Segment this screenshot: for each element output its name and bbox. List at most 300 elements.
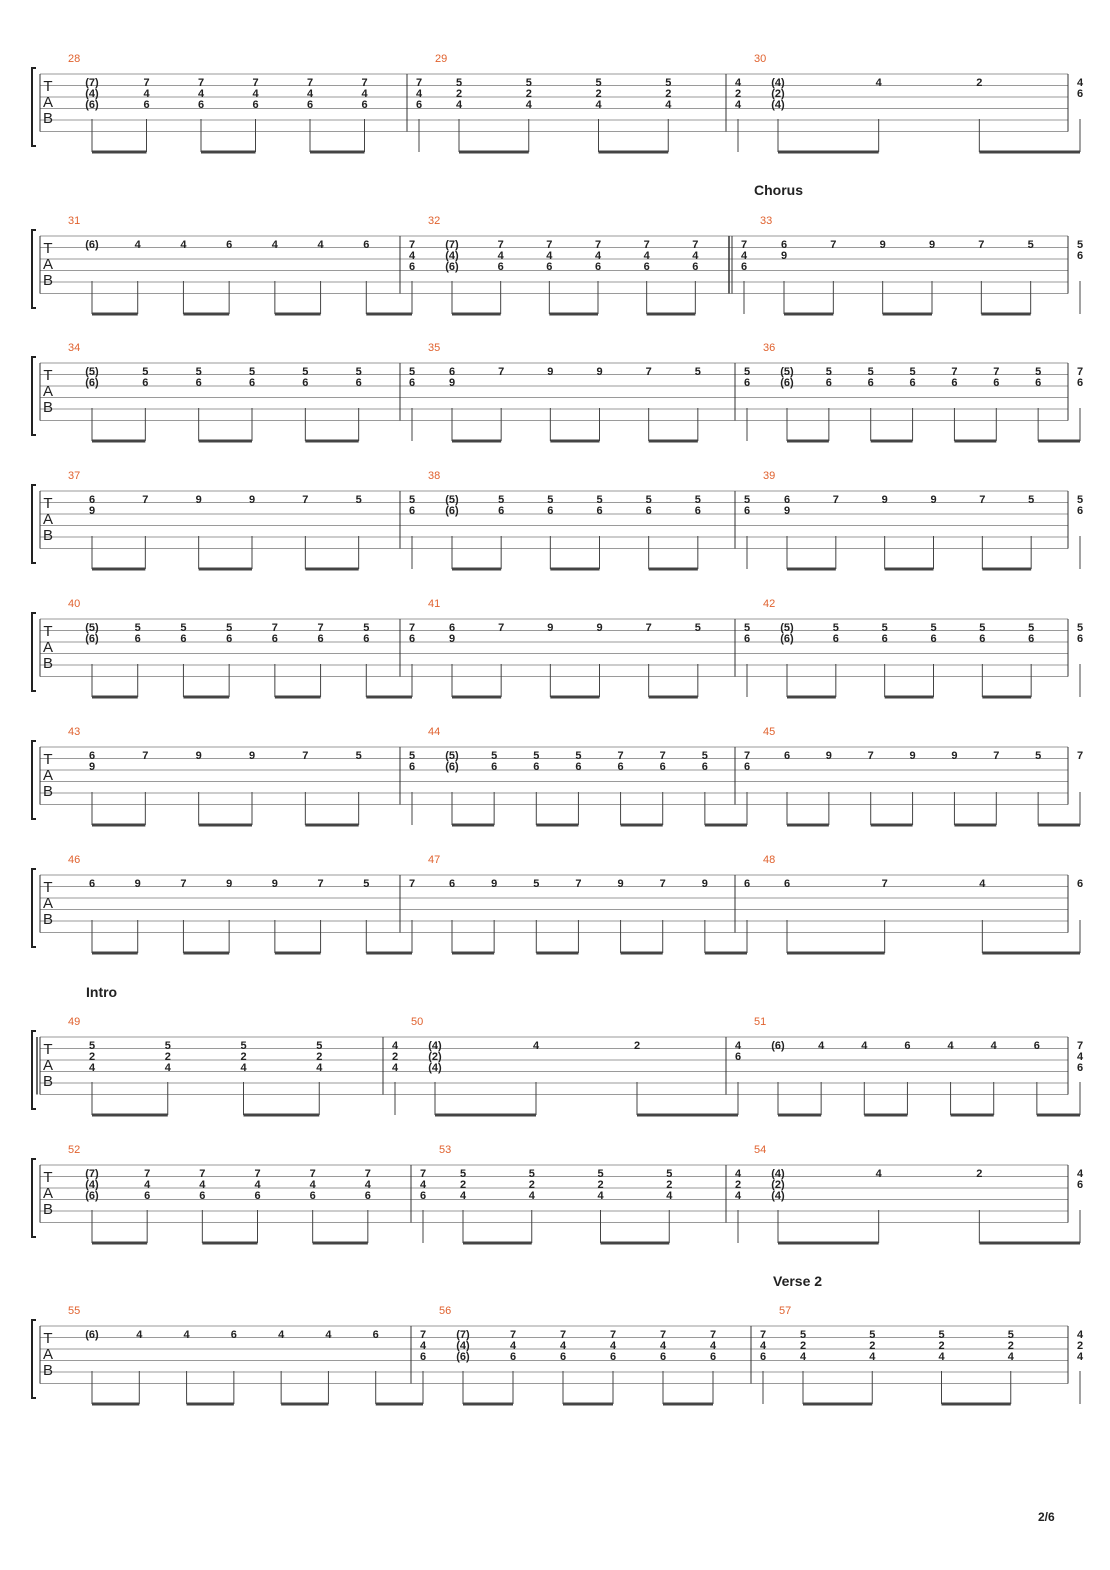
fret-number: (4) [771,99,785,111]
fret-number: 7 [306,77,314,89]
fret-number: (7) [85,1168,99,1180]
fret-number: 7 [1076,750,1084,762]
fret-number: 9 [271,878,278,890]
fret-number: 7 [979,494,986,506]
fret-number: 6 [509,1351,517,1363]
fret-number: 2 [459,1179,467,1191]
system-bracket [32,1320,36,1398]
fret-number: 9 [226,878,233,890]
fret-number: 5 [363,622,370,634]
fret-number: 7 [498,622,505,634]
fret-number: 9 [547,366,554,378]
system-bracket [32,357,36,435]
fret-number: 5 [596,494,603,506]
fret-number: 4 [692,250,699,262]
measure-number: 45 [763,726,776,738]
fret-number: 6 [709,1351,717,1363]
tab-system [32,1305,1084,1404]
fret-number: 4 [528,1190,535,1202]
fret-number: 4 [947,1040,954,1052]
fret-number: 4 [391,1040,399,1052]
fret-number: 9 [195,750,202,762]
measure-number: 50 [411,1016,424,1028]
fret-number: 4 [197,88,205,100]
fret-number: 4 [595,99,602,111]
fret-number: 6 [180,633,187,645]
fret-number: 6 [448,622,456,634]
fret-number: 4 [938,1351,945,1363]
fret-number: 6 [743,761,751,773]
fret-number: (5) [85,366,99,378]
fret-number: 5 [195,366,202,378]
section-label-verse-2: Verse 2 [773,1273,823,1289]
fret-number: 6 [594,261,602,273]
fret-number: 2 [528,1179,535,1191]
measure-number: 40 [68,598,81,610]
fret-number: (6) [445,761,459,773]
fret-number: 9 [617,878,624,890]
fret-number: 2 [734,1179,742,1191]
fret-number: 6 [596,505,603,517]
fret-number: 5 [645,494,652,506]
fret-number: 6 [546,261,553,273]
fret-number: 7 [951,366,958,378]
fret-number: 6 [144,1190,151,1202]
measure-number: 48 [763,854,776,866]
fret-number: (4) [771,1168,785,1180]
fret-number: 4 [455,99,463,111]
fret-number: 9 [879,239,886,251]
tab-clef-letter: A [42,256,54,273]
fret-number: 9 [547,622,554,634]
fret-number: 7 [832,494,839,506]
fret-number: 4 [1076,1329,1084,1341]
fret-number: 4 [252,88,259,100]
fret-number: 7 [419,1329,427,1341]
fret-number: 4 [1076,1351,1084,1363]
fret-number: 5 [1028,494,1035,506]
fret-number: 6 [783,878,791,890]
fret-number: 4 [419,1340,427,1352]
fret-number: 5 [825,366,832,378]
fret-number: 4 [497,250,504,262]
fret-number: 4 [278,1329,285,1341]
fret-number: 4 [734,1190,742,1202]
fret-number: 2 [976,77,983,89]
fret-number: 5 [528,1168,535,1180]
fret-number: 2 [455,88,463,100]
fret-number: (4) [85,1179,99,1191]
fret-number: (6) [85,633,99,645]
fret-number: 7 [546,239,553,251]
fret-number: 7 [419,1168,427,1180]
fret-number: 5 [694,494,701,506]
fret-number: 7 [364,1168,371,1180]
fret-number: 6 [226,633,233,645]
fret-number: 4 [818,1040,825,1052]
fret-number: 5 [142,366,149,378]
fret-number: 7 [575,878,582,890]
tab-system [32,342,1083,441]
fret-number: 5 [459,1168,467,1180]
fret-number: 5 [302,366,309,378]
fret-number: 5 [1076,239,1084,251]
fret-number: 7 [408,878,416,890]
fret-number: 2 [164,1051,171,1063]
fret-number: 6 [302,377,309,389]
fret-number: 7 [867,750,874,762]
tab-clef-letter: B [42,110,54,127]
tab-clef-letter: A [42,639,54,656]
fret-number: 6 [979,633,986,645]
measure-number: 29 [435,53,448,65]
fret-number: 9 [134,878,141,890]
fret-number: 7 [759,1329,767,1341]
fret-number: 4 [875,1168,882,1180]
fret-number: 6 [951,377,958,389]
fret-number: 6 [419,1351,427,1363]
fret-number: 5 [694,366,701,378]
fret-number: 4 [183,1329,190,1341]
fret-number: 2 [391,1051,399,1063]
fret-number: (6) [85,377,99,389]
tab-clef-letter: B [42,399,54,416]
fret-number: 6 [364,1190,371,1202]
fret-number: 5 [533,878,540,890]
fret-number: 2 [1076,1340,1084,1352]
fret-number: 7 [978,239,985,251]
fret-number: 6 [881,633,888,645]
fret-number: 6 [740,261,748,273]
measure-number: 44 [428,726,441,738]
measure-number: 36 [763,342,776,354]
fret-number: (5) [85,622,99,634]
fret-number: 5 [867,366,874,378]
system-bracket [32,1159,36,1237]
fret-number: 4 [869,1351,876,1363]
fret-number: 7 [361,77,368,89]
fret-number: 6 [195,377,202,389]
tab-clef-letter: T [43,1041,53,1058]
fret-number: 6 [415,99,423,111]
measure-number: 38 [428,470,441,482]
fret-number: 4 [271,239,278,251]
fret-number: 5 [909,366,916,378]
system-bracket [32,613,36,691]
fret-number: (5) [780,366,794,378]
fret-number: 5 [743,366,751,378]
fret-number: 2 [869,1340,876,1352]
fret-number: 7 [659,1329,667,1341]
fret-number: (5) [445,494,459,506]
fret-number: 6 [1076,250,1084,262]
fret-number: 5 [743,494,751,506]
fret-number: 9 [448,633,456,645]
fret-number: 6 [271,633,278,645]
fret-number: 2 [633,1040,641,1052]
fret-number: 7 [302,494,309,506]
measure-number: 53 [439,1144,452,1156]
fret-number: (4) [456,1340,470,1352]
fret-number: 9 [88,505,96,517]
fret-number: 5 [455,77,463,89]
fret-number: 7 [743,750,751,762]
fret-number: 7 [309,1168,316,1180]
fret-number: 2 [666,1179,673,1191]
fret-number: 6 [408,505,416,517]
tab-clef-letter: B [42,527,54,544]
fret-number: 9 [88,761,96,773]
fret-number: 6 [930,633,937,645]
fret-number: 4 [240,1062,247,1074]
tab-clef-letter: T [43,751,53,768]
tab-clef-letter: A [42,767,54,784]
fret-number: 2 [799,1340,807,1352]
fret-number: 6 [88,494,96,506]
fret-number: 6 [355,377,362,389]
fret-number: (7) [445,239,459,251]
fret-number: 5 [226,622,233,634]
tab-system [32,215,1083,314]
fret-number: 9 [248,494,256,506]
fret-number: 4 [659,1340,667,1352]
fret-number: 7 [415,77,423,89]
tab-clef-letter: A [42,511,54,528]
fret-number: 6 [248,377,256,389]
fret-number: (2) [771,88,785,100]
fret-number: 5 [1076,622,1084,634]
system-bracket [32,485,36,563]
fret-number: 6 [197,99,205,111]
fret-number: 4 [734,99,742,111]
fret-number: 4 [254,1179,261,1191]
fret-number: 4 [525,99,532,111]
fret-number: 4 [144,1179,151,1191]
fret-number: 2 [595,88,602,100]
fret-number: (6) [456,1351,470,1363]
page-number: 2/6 [1038,1510,1055,1524]
fret-number: 6 [575,761,582,773]
fret-number: 2 [734,88,742,100]
fret-number: (6) [85,239,99,251]
fret-number: 6 [448,366,456,378]
fret-number: 5 [533,750,540,762]
fret-number: 7 [509,1329,517,1341]
fret-number: 6 [783,750,791,762]
fret-number: 4 [734,77,742,89]
fret-number: 5 [930,622,937,634]
fret-number: 5 [575,750,582,762]
fret-number: 5 [248,366,256,378]
fret-number: 7 [659,878,666,890]
fret-number: 4 [391,1062,399,1074]
tab-clef-letter: A [42,895,54,912]
fret-number: 5 [938,1329,945,1341]
tab-clef-letter: T [43,240,53,257]
fret-number: 6 [1076,633,1084,645]
fret-number: 4 [666,1190,673,1202]
fret-number: 7 [881,878,888,890]
fret-number: 4 [643,250,650,262]
fret-number: 7 [643,239,650,251]
tab-clef-letter: A [42,1057,54,1074]
fret-number: 7 [659,750,666,762]
fret-number: 4 [1076,77,1084,89]
fret-number: (4) [445,250,459,262]
fret-number: 6 [142,377,149,389]
fret-number: 7 [271,622,278,634]
fret-number: 4 [734,1168,742,1180]
fret-number: 5 [180,622,187,634]
fret-number: (4) [428,1040,442,1052]
fret-number: 7 [197,77,205,89]
fret-number: 9 [491,878,498,890]
fret-number: 7 [180,878,187,890]
measure-number: 30 [754,53,767,65]
fret-number: (4) [428,1062,442,1074]
fret-number: 5 [355,366,362,378]
tab-systems [32,53,1084,1404]
fret-number: 2 [597,1179,604,1191]
fret-number: 7 [142,494,149,506]
fret-number: 6 [361,99,368,111]
fret-number: 5 [979,622,986,634]
fret-number: 7 [302,750,309,762]
fret-number: 7 [142,750,149,762]
fret-number: 5 [1007,1329,1014,1341]
tab-system [32,598,1083,697]
measure-number: 54 [754,1144,767,1156]
fret-number: 6 [1076,88,1084,100]
fret-number: 6 [659,1351,667,1363]
fret-number: 5 [1027,239,1034,251]
fret-number: 7 [993,366,1000,378]
fret-number: (6) [85,1190,99,1202]
system-bracket [32,869,36,947]
tab-clef-letter: T [43,1169,53,1186]
system-bracket [32,68,36,146]
fret-number: 7 [1076,366,1084,378]
fret-number: 6 [759,1351,767,1363]
fret-number: 9 [780,250,788,262]
fret-number: 6 [780,239,788,251]
fret-number: 5 [1076,494,1084,506]
measure-number: 34 [68,342,81,354]
fret-number: 6 [1076,1179,1084,1191]
fret-number: 4 [979,878,986,890]
fret-number: 4 [875,77,882,89]
fret-number: 6 [1076,878,1084,890]
fret-number: 6 [317,633,324,645]
fret-number: 4 [143,88,150,100]
fret-number: 6 [498,505,505,517]
fret-number: 7 [408,622,416,634]
fret-number: 6 [1035,377,1042,389]
fret-number: (5) [445,750,459,762]
fret-number: 4 [709,1340,717,1352]
fret-number: 5 [743,622,751,634]
section-label-intro: Intro [86,984,118,1000]
fret-number: 5 [525,77,532,89]
fret-number: 4 [740,250,748,262]
fret-number: 7 [645,622,652,634]
fret-number: 6 [408,761,416,773]
fret-number: 5 [408,494,416,506]
fret-number: 4 [408,250,416,262]
fret-number: 6 [909,377,916,389]
fret-number: (7) [456,1329,470,1341]
fret-number: 4 [799,1351,807,1363]
tab-clef-letter: B [42,1073,54,1090]
fret-number: 9 [881,494,888,506]
fret-number: 6 [1076,505,1084,517]
fret-number: 6 [867,377,874,389]
fret-number: (6) [780,633,794,645]
fret-number: 5 [832,622,839,634]
fret-number: 7 [317,622,324,634]
tab-system [32,854,1083,953]
fret-number: 5 [498,494,505,506]
fret-number: 4 [1076,1168,1084,1180]
fret-number: 6 [363,239,370,251]
fret-number: 6 [1076,377,1084,389]
fret-number: 9 [928,239,936,251]
fret-number: 4 [415,88,423,100]
fret-number: 7 [993,750,1000,762]
fret-number: 5 [665,77,672,89]
fret-number: (4) [771,77,785,89]
tab-clef-letter: B [42,272,54,289]
fret-number: 9 [701,878,708,890]
fret-number: 5 [799,1329,807,1341]
fret-number: 9 [448,377,456,389]
fret-number: 7 [609,1329,617,1341]
fret-number: 9 [596,366,603,378]
fret-number: 5 [88,1040,96,1052]
fret-number: 4 [559,1340,567,1352]
fret-number: 6 [199,1190,206,1202]
fret-number: 6 [230,1329,237,1341]
fret-number: 5 [881,622,888,634]
fret-number: 9 [909,750,916,762]
fret-number: 7 [143,77,150,89]
fret-number: 9 [825,750,832,762]
fret-number: 6 [659,761,666,773]
fret-number: (6) [780,377,794,389]
fret-number: 6 [491,761,498,773]
fret-number: 9 [596,622,603,634]
fret-number: 6 [252,99,259,111]
fret-number: 6 [734,1051,742,1063]
fret-number: 7 [559,1329,567,1341]
tab-system [32,53,1084,152]
fret-number: 6 [254,1190,261,1202]
tab-clef-letter: A [42,383,54,400]
fret-number: 4 [306,88,314,100]
fret-number: 4 [665,99,672,111]
fret-number: 6 [88,750,96,762]
fret-number: 4 [861,1040,868,1052]
fret-number: 4 [325,1329,332,1341]
fret-number: 7 [498,366,505,378]
measure-number: 35 [428,342,441,354]
fret-number: 7 [692,239,699,251]
fret-number: 6 [743,377,751,389]
fret-number: 2 [976,1168,983,1180]
fret-number: (6) [445,505,459,517]
fret-number: 5 [597,1168,604,1180]
fret-number: 5 [694,622,701,634]
